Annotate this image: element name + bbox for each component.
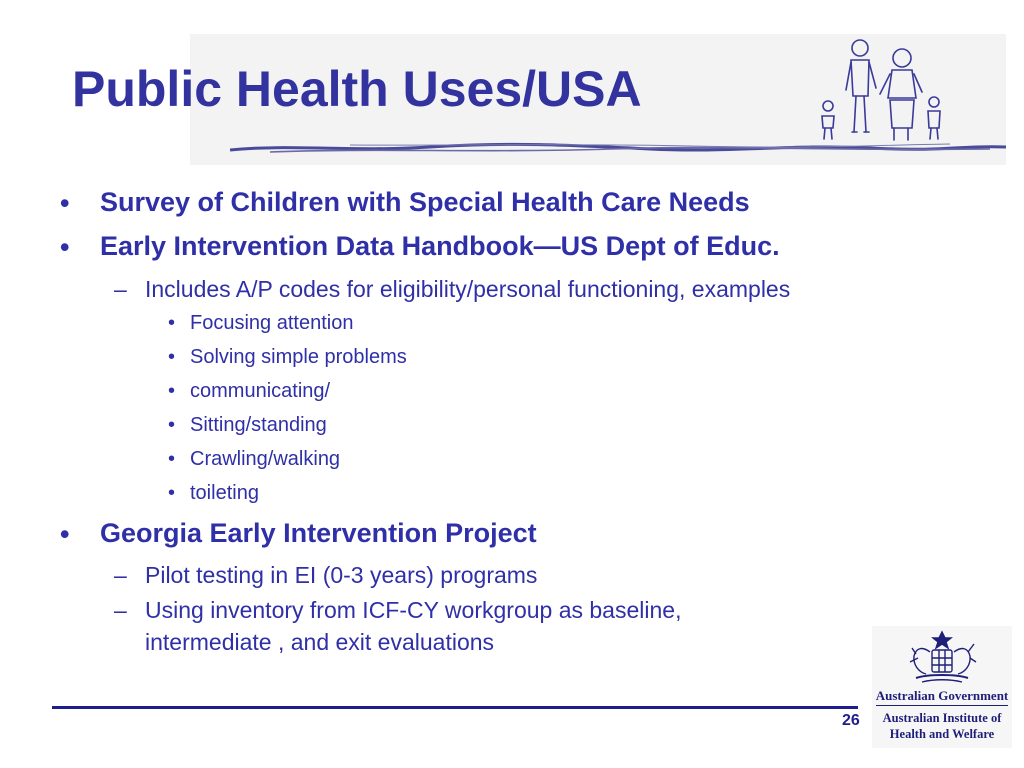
bullet-survey-children: Survey of Children with Special Health Care Needs [100,187,750,217]
item-focusing-attention: Focusing attention [190,312,354,334]
aihw-label [872,710,1012,742]
logo-divider [876,705,1008,706]
bullet-marker: • [60,232,70,262]
page-number: 26 [842,712,860,729]
dash-marker: – [114,597,127,623]
aihw-label-line1: Australian Institute of [882,711,1002,725]
bullet-ei-handbook: Early Intervention Data Handbook—US Dept of Educ. [100,231,780,261]
dot-marker: • [168,414,176,436]
subbullet-pilot-testing: Pilot testing in EI (0-3 years) programs [145,562,538,588]
dash-marker: – [114,276,127,302]
aihw-label-line2: Health and Welfare [889,727,995,741]
bullet-marker: • [60,519,70,549]
bullet-georgia-project: Georgia Early Intervention Project [100,518,537,548]
dot-marker: • [168,312,176,334]
dash-marker: – [114,562,127,588]
aihw-logo [872,626,1012,748]
dot-marker: • [168,380,176,402]
dot-marker: • [168,448,176,470]
coat-of-arms-icon [902,628,982,686]
item-crawling-walking: Crawling/walking [190,448,341,470]
subbullet-ap-codes: Includes A/P codes for eligibility/personal functioning, examples [145,276,791,302]
bullet-marker: • [60,188,70,218]
subbullet-inventory-continued: intermediate , and exit evaluations [145,629,495,655]
dot-marker: • [168,346,176,368]
item-toileting: toileting [190,482,259,504]
item-solving-problems: Solving simple problems [190,346,407,368]
footer-divider [52,706,858,709]
page-title: Public Health Uses/USA [72,61,642,117]
dot-marker: • [168,482,176,504]
item-sitting-standing: Sitting/standing [190,414,327,436]
subbullet-inventory: Using inventory from ICF-CY workgroup as baseline, [145,597,682,623]
australian-government-label: Australian Government [875,688,1009,703]
item-communicating: communicating/ [190,380,331,402]
